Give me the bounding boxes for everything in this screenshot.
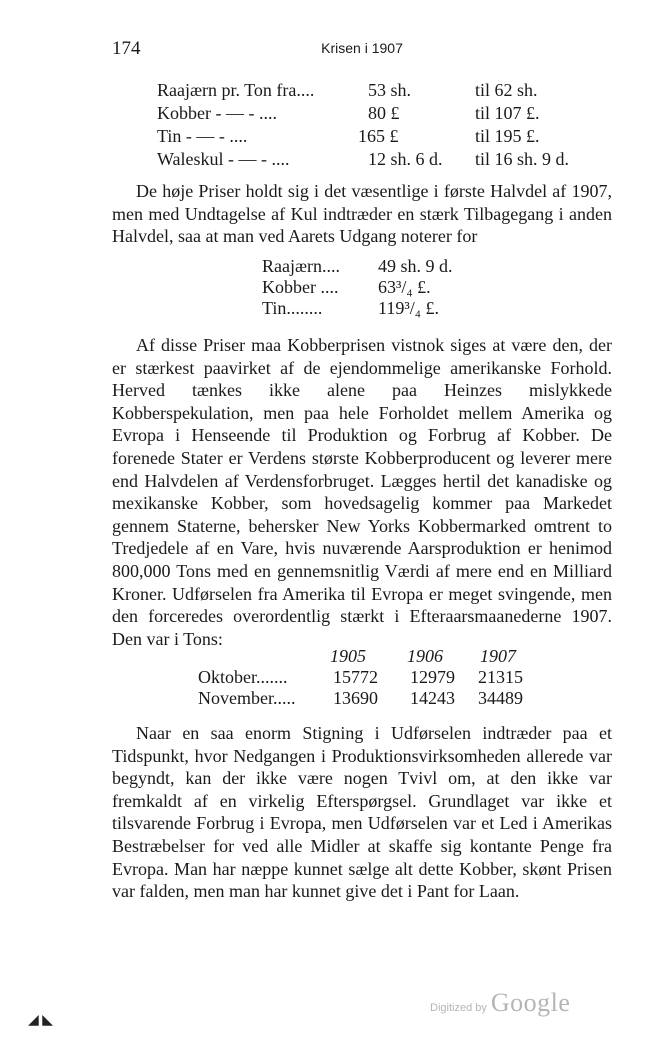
price-label: Kobber .... (262, 277, 339, 297)
running-head: Krisen i 1907 (321, 40, 403, 56)
price-to: til 62 sh. (475, 80, 538, 100)
watermark-digitized-by: Digitized by (430, 1002, 487, 1014)
price-to: til 107 £. (475, 103, 540, 123)
page-header (112, 38, 612, 62)
footer-mark: ◢ ◣ (28, 1013, 54, 1028)
page-number: 174 (112, 38, 141, 59)
row-label: November..... (198, 688, 296, 708)
paragraph-2: Af disse Priser maa Kobberprisen vistnok siges at være den, der er stærkest paavirket af de ejendommelige amerikanske Forhold. Herved tænkes ikke alene paa Heinzes mislykkede Kobberspekulation, men paa hele Forholdet mellem Amerika og Evropa i Henseende til Produktion og Forbrug af Kobber. De forenede Stater er Verdens største Kobberproducent og leverer mere end Halvdelen af Verdensforbruget. Lægges hertil det kanadiske og mexikanske Kobber, som hovedsagelig kommer paa Markedet gennem Staterne, behersker New Yorks Kobbermarked omtrent to Tredjedele af en Vare, hvis nuværende Aarsproduktion er henimod 800,000 Tons med en gennemsnitlig Værdi af mere end en Milliard Kroner. Udførselen fra Amerika til Evropa er meget svingende, men den forceredes overordentlig stærkt i Efteraarsmaanederne 1907. Den var i Tons: (112, 335, 612, 649)
cell-value: 13690 (333, 688, 378, 708)
price-to: til 16 sh. 9 d. (475, 149, 570, 169)
paragraph-3: Naar en saa enorm Stigning i Udførselen indtræder paa et Tidspunkt, hvor Nedgangen i Produktionsvirksomheden allerede var begyndt, kan der ikke være nogen Tvivl om, at den ikke var fremkaldt af en virkelig Efterspørgsel. Grundlaget var ikke et tilsvarende Forbrug i Evropa, men Udførselen var et Led i Amerikas Bestræbelser for ved alle Midler at skaffe sig kontante Penge fra Evropa. Man har næppe kunnet sælge alt dette Kobber, skønt Prisen var falden, men man har kunnet give det i Pant for Laan. (112, 723, 612, 902)
price-label: Tin........ (262, 298, 323, 318)
price-label: Raajærn.... (262, 256, 340, 276)
cell-value: 34489 (478, 688, 523, 708)
price-from: 80 £ (368, 103, 400, 123)
price-label: Tin - — - .... (157, 126, 248, 146)
row-label: Oktober....... (198, 667, 288, 687)
paragraph-1: De høje Priser holdt sig i det væsentlige i første Halvdel af 1907, men med Undtagelse af Kul indtræder en stærk Tilbagegang i anden Halvdel, saa at man ved Aarets Udgang noterer for (112, 181, 612, 247)
year-header: 1905 (330, 646, 366, 666)
price-from: 165 £ (358, 126, 399, 146)
price-value: 49 sh. 9 d. (378, 256, 453, 276)
price-from: 53 sh. (368, 80, 412, 100)
price-value: 63³/₄ £. (378, 277, 431, 297)
price-label: Raajærn pr. Ton fra.... (157, 80, 315, 100)
cell-value: 21315 (478, 667, 523, 687)
price-label: Kobber - — - .... (157, 103, 277, 123)
price-from: 12 sh. 6 d. (368, 149, 443, 169)
watermark-google-logo: Google (490, 988, 571, 1017)
cell-value: 15772 (333, 667, 378, 687)
year-header: 1907 (480, 646, 516, 666)
google-watermark (430, 988, 570, 1018)
price-value: 119³/₄ £. (378, 298, 440, 318)
cell-value: 12979 (410, 667, 455, 687)
price-label: Waleskul - — - .... (157, 149, 290, 169)
cell-value: 14243 (410, 688, 455, 708)
price-to: til 195 £. (475, 126, 540, 146)
year-header: 1906 (407, 646, 443, 666)
